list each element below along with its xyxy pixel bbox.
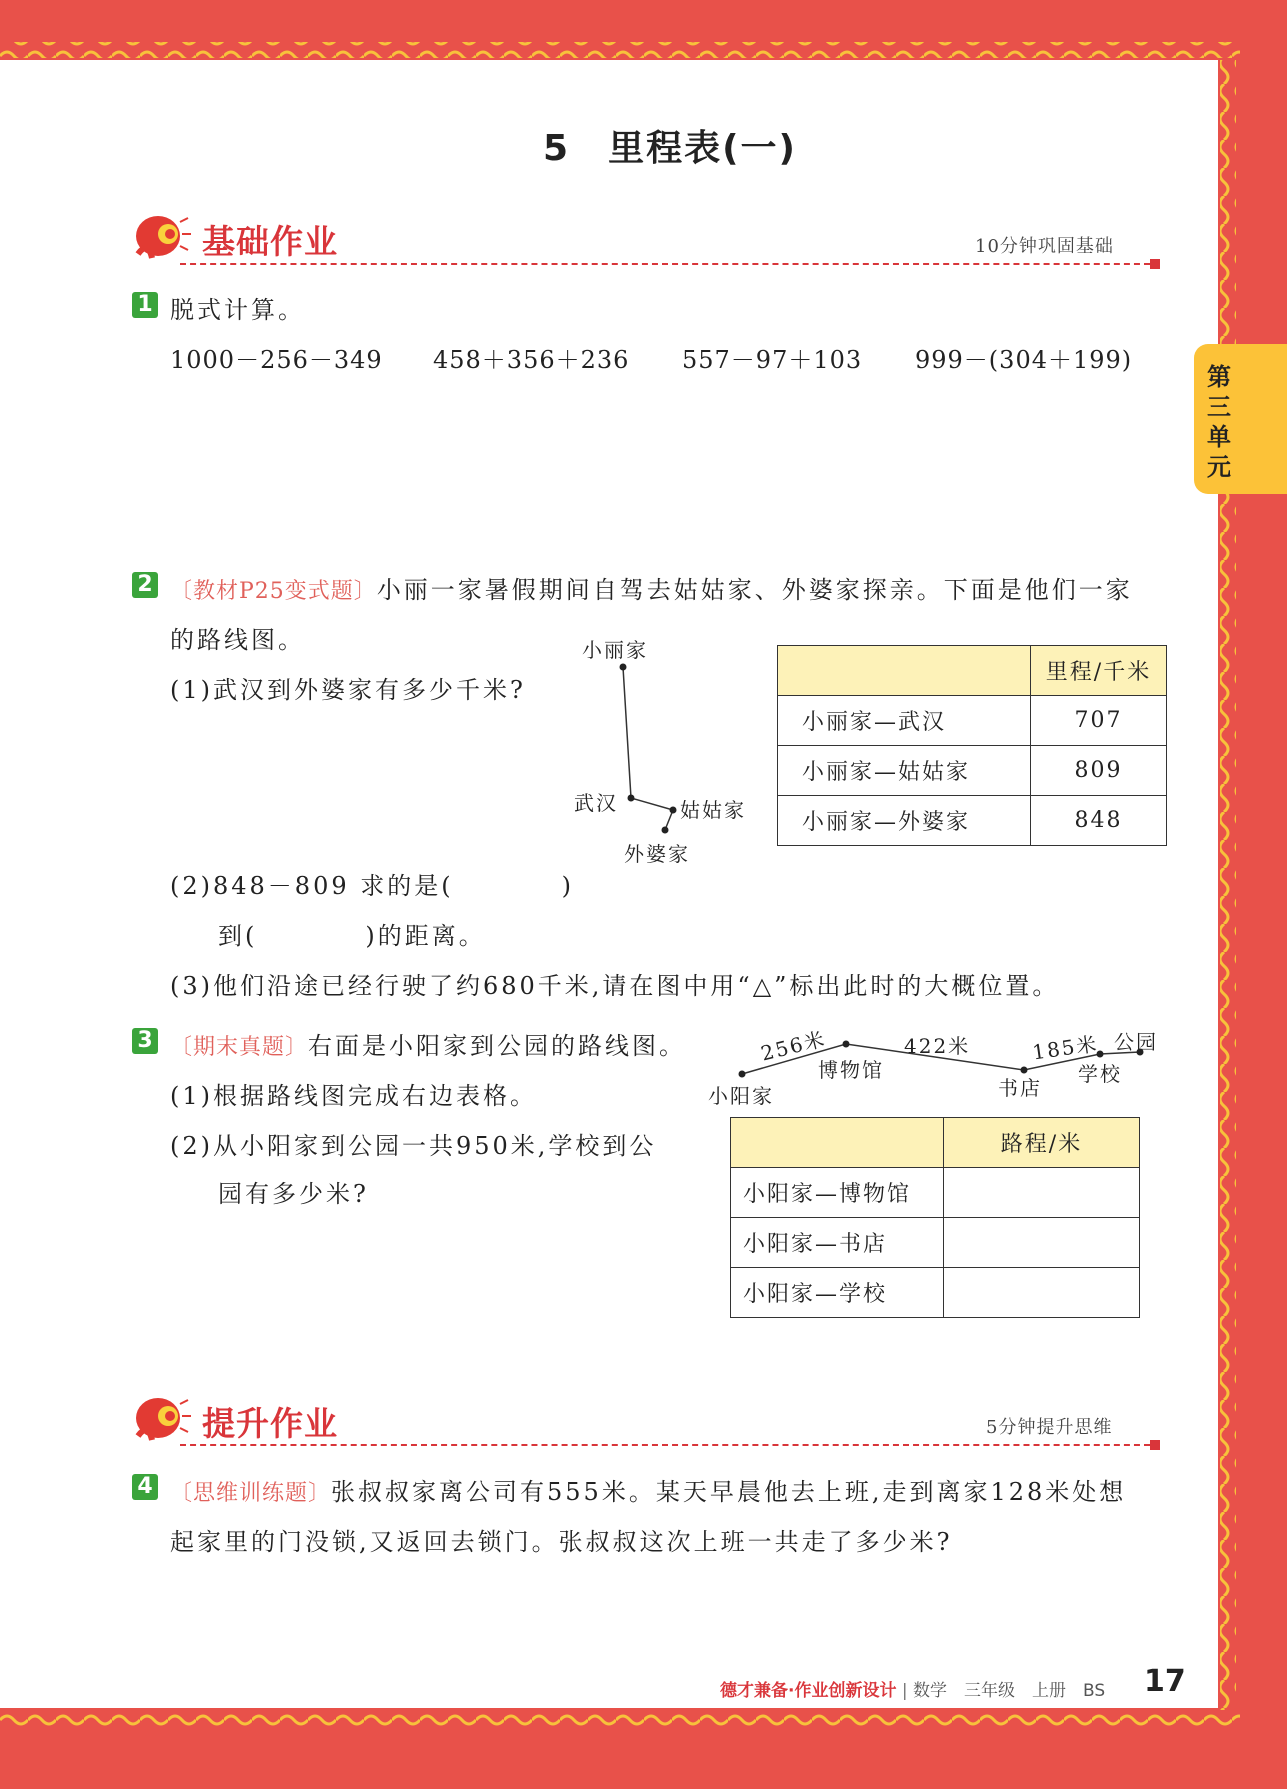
divider-end-marker [1150,1440,1160,1450]
advanced-section-divider [180,1444,1150,1446]
table-row [778,696,1167,746]
q2-source-tag: 〔教材P25变式题〕 [170,579,377,604]
table-header-cell [731,1118,944,1168]
table-cell-route: 小阳家—书店 [731,1218,944,1268]
table-cell-route: 小阳家—学校 [731,1268,944,1318]
table-row [778,746,1167,796]
map-distance-label: 185米 [1030,1031,1100,1065]
map-distance-label: 422米 [904,1034,971,1058]
map-label-home: 小阳家 [708,1084,774,1108]
q2-sub3: (3)他们沿途已经行驶了约680千米,请在图中用“△”标出此时的大概位置。 [170,972,1060,1000]
table-row [778,796,1167,846]
map-point-wuhan [628,795,635,802]
q3-source-tag: 〔期末真题〕 [170,1035,309,1060]
map-label-wuhan: 武汉 [574,791,618,815]
footer-brand: 德才兼备·作业创新设计 [720,1681,897,1701]
q3-text: 右面是小阳家到公园的路线图。 [308,1032,687,1060]
q2-sub1: (1)武汉到外婆家有多少千米? [170,676,526,704]
q4-source-tag: 〔思维训练题〕 [170,1481,332,1506]
q1-expression: 1000－256－349 [170,346,383,374]
q1-instruction: 脱式计算。 [170,296,305,324]
table-row [731,1168,1140,1218]
q3-sub2-line2: 园有多少米? [218,1180,369,1208]
footer [720,1676,1105,1701]
map-point-home [739,1071,746,1078]
advanced-section-subtitle: 5分钟提升思维 [986,1417,1113,1438]
q2-sub2-line1: (2)848－809 求的是( ) [170,872,574,900]
question-number-1: 1 [132,292,158,318]
footer-separator: | [896,1681,914,1701]
q4-text-line2: 起家里的门没锁,又返回去锁门。张叔叔这次上班一共走了多少米? [170,1528,953,1556]
table-header-row [778,646,1167,696]
map-label-school: 学校 [1078,1062,1122,1086]
q1-expression: 458＋356＋236 [433,346,630,374]
map-label-museum: 博物馆 [818,1058,884,1082]
basic-section-title: 基础作业 [202,222,338,261]
table-header-row [731,1118,1140,1168]
question-number-3: 3 [132,1028,158,1054]
q2-mileage-table [777,645,1167,846]
map-distance-label: 256米 [758,1026,829,1066]
map-point-waipo [662,827,669,834]
table-header-cell: 路程/米 [944,1118,1140,1168]
q3-distance-table [730,1117,1140,1318]
table-header-cell [778,646,1031,696]
table-cell-route: 小阳家—博物馆 [731,1168,944,1218]
basic-section-subtitle: 10分钟巩固基础 [975,236,1114,257]
table-row [731,1268,1140,1318]
basic-section-divider [180,263,1150,265]
advanced-section-title: 提升作业 [202,1404,338,1443]
question-number-4: 4 [132,1474,158,1500]
q1-expression: 557－97＋103 [682,346,863,374]
page-title: 5 里程表(一) [543,128,797,169]
question-number-2: 2 [132,572,158,598]
table-cell-value: 707 [1031,696,1167,746]
table-cell-route: 小丽家—外婆家 [778,796,1031,846]
q3-sub1: (1)根据路线图完成右边表格。 [170,1082,537,1110]
map-point-museum [843,1041,850,1048]
lightbulb-mascot-icon [128,1392,192,1446]
map-label-gugu: 姑姑家 [680,798,746,822]
map-point-xiaoli [620,664,627,671]
q4-text-line1: 张叔叔家离公司有555米。某天早晨他去上班,走到离家128米处想 [331,1478,1127,1506]
table-cell-route: 小丽家—姑姑家 [778,746,1031,796]
lightbulb-mascot-icon [128,210,192,264]
table-cell-value: 809 [1031,746,1167,796]
q1-expression: 999－(304＋199) [915,346,1133,374]
table-answer-cell[interactable] [944,1168,1140,1218]
unit-side-tab-label: 第 三 单 元 [1207,363,1231,481]
divider-end-marker [1150,259,1160,269]
table-row [731,1218,1140,1268]
q3-sub2-line1: (2)从小阳家到公园一共950米,学校到公 [170,1132,657,1160]
q2-sub2-line2: 到( )的距离。 [218,922,486,950]
q2-text-line1: 小丽一家暑假期间自驾去姑姑家、外婆家探亲。下面是他们一家 [376,576,1133,604]
table-cell-route: 小丽家—武汉 [778,696,1031,746]
q2-text-line2: 的路线图。 [170,626,305,654]
table-answer-cell[interactable] [944,1218,1140,1268]
map-label-waipo: 外婆家 [624,842,690,866]
table-cell-value: 848 [1031,796,1167,846]
table-header-cell: 里程/千米 [1031,646,1167,696]
map-label-xiaoli: 小丽家 [582,638,648,662]
footer-book-info: 数学 三年级 上册 BS [913,1681,1106,1701]
map-label-bookstore: 书店 [998,1076,1042,1100]
map-point-gugu [670,807,677,814]
page-number: 17 [1144,1664,1186,1699]
table-answer-cell[interactable] [944,1268,1140,1318]
map-label-park: 公园 [1114,1030,1158,1054]
